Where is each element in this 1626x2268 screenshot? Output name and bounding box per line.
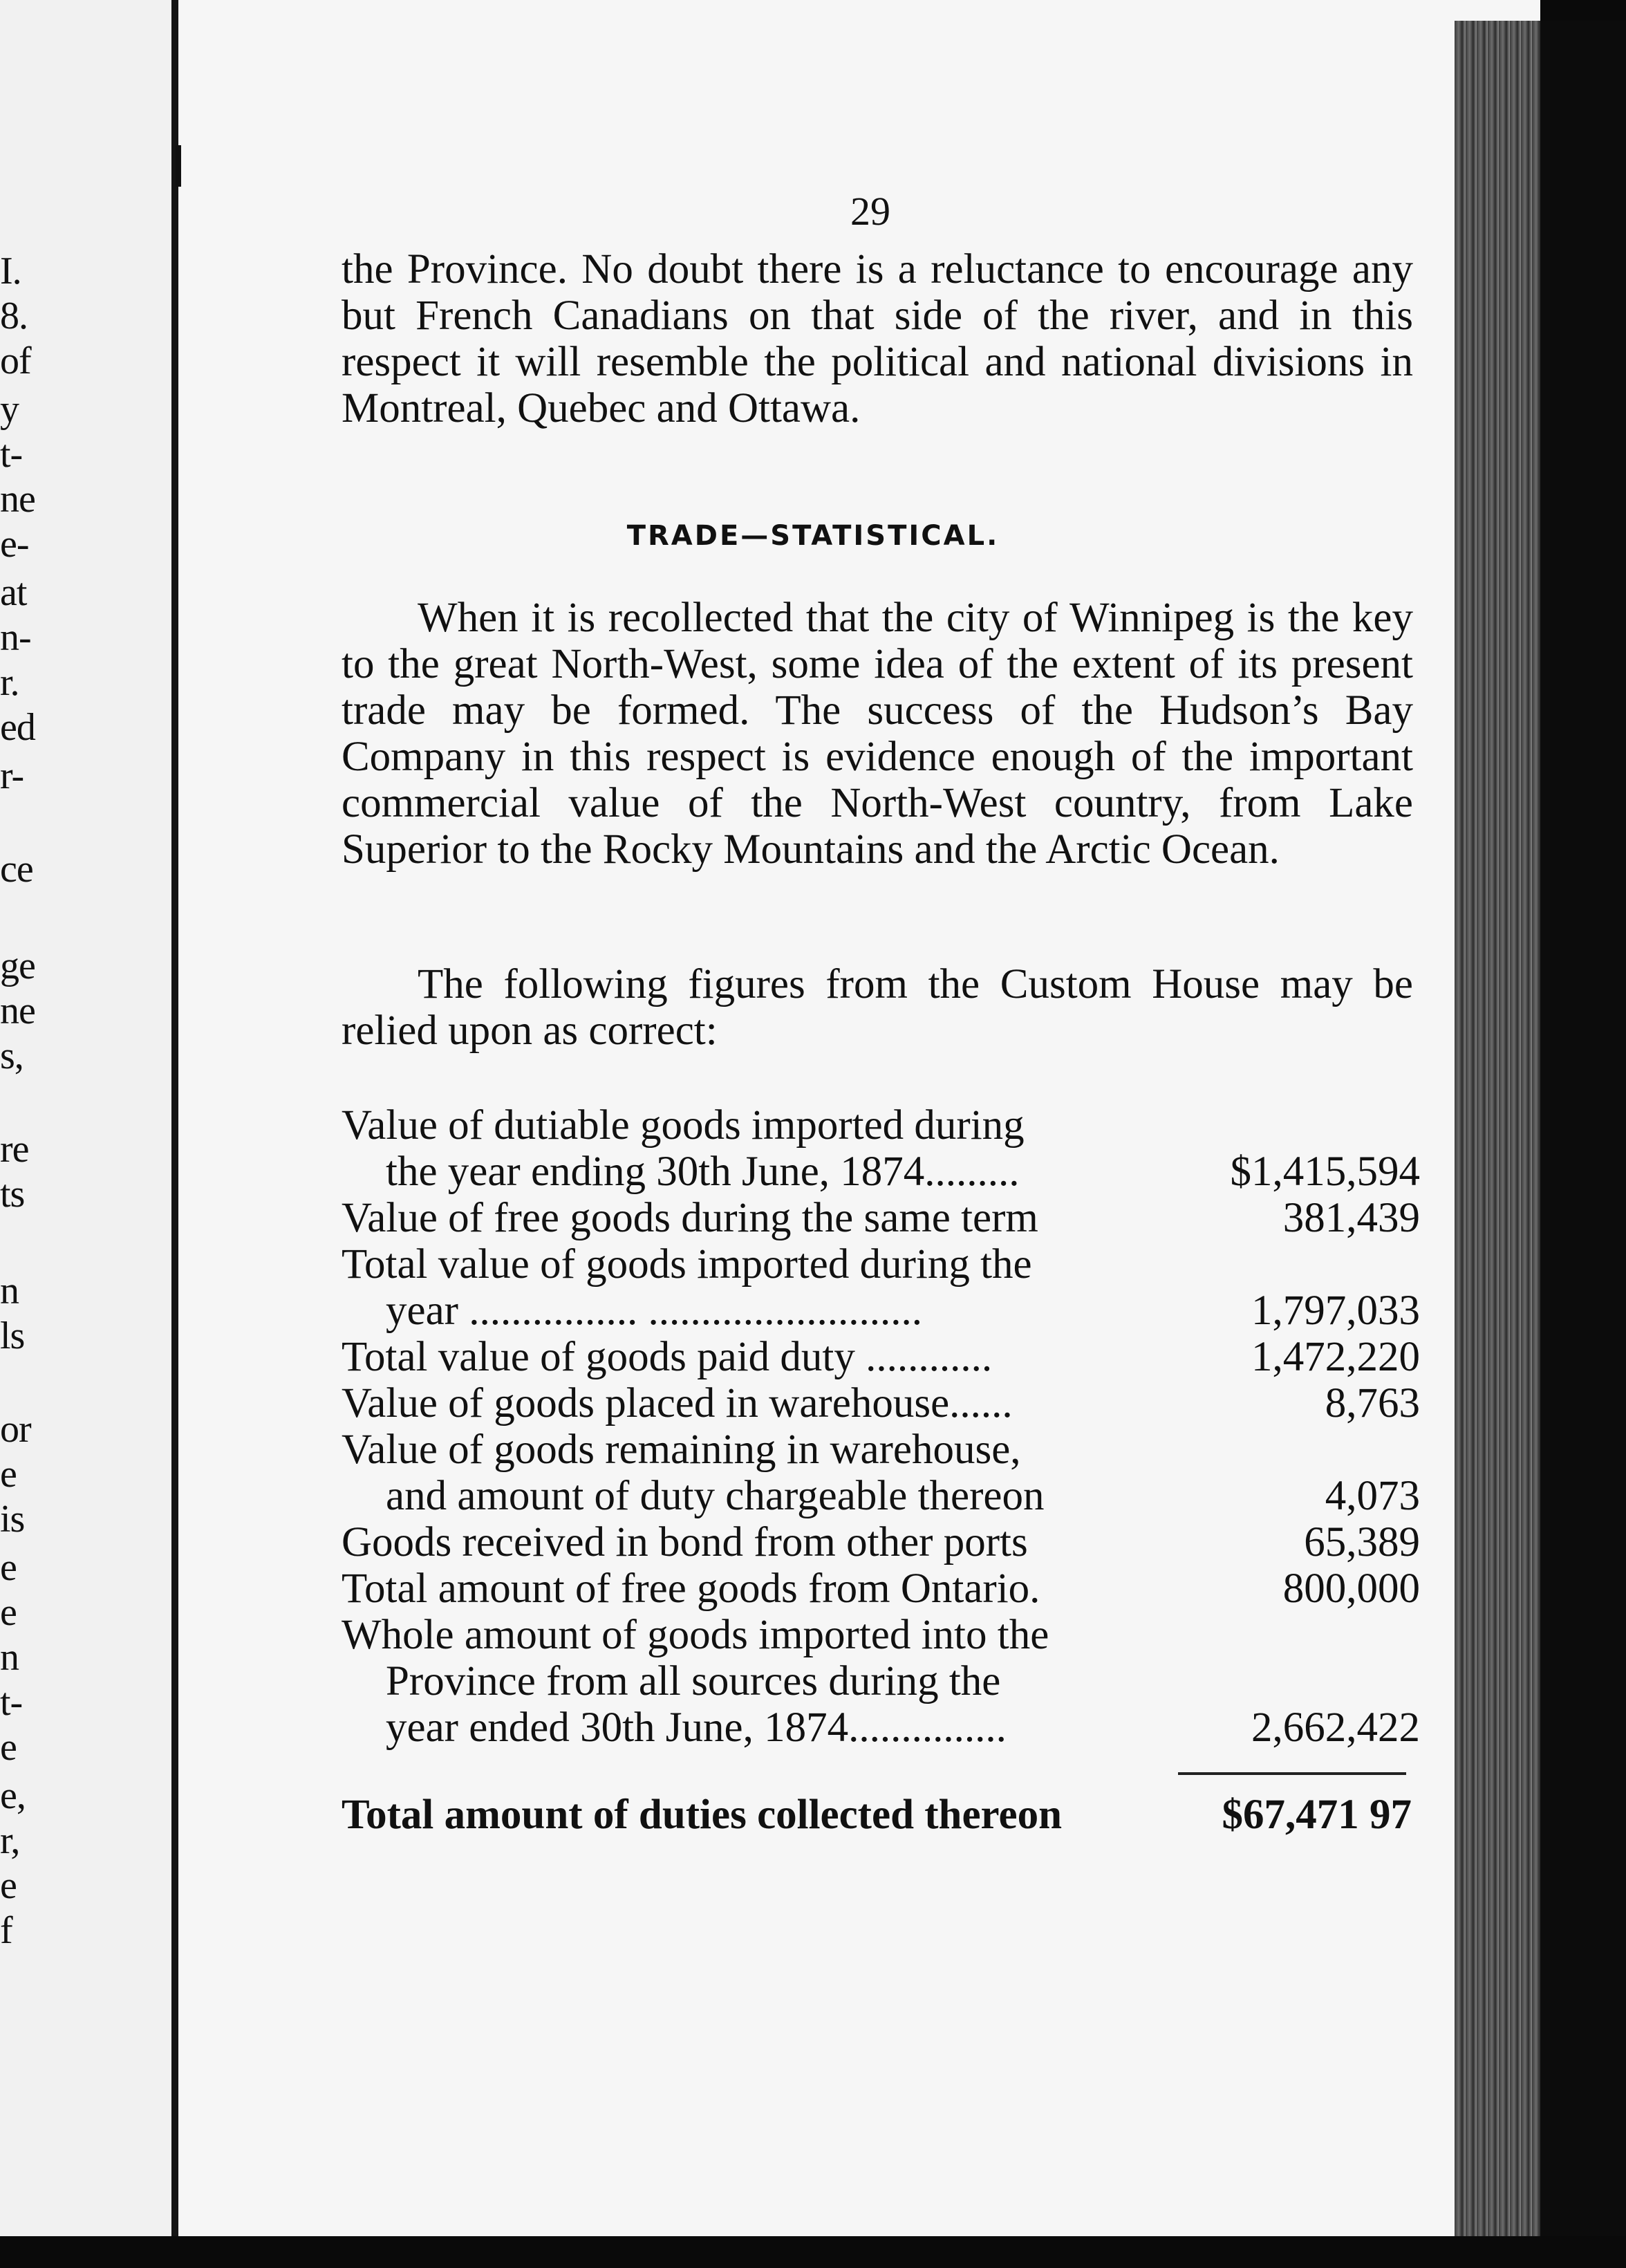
stat-label: Goods received in bond from other ports <box>342 1519 1028 1565</box>
stat-row <box>342 1658 1420 1704</box>
stat-label: Total value of goods paid duty ............ <box>342 1334 993 1380</box>
customs-statistics-table <box>342 1102 1420 1751</box>
left-page-fragment: f <box>0 1909 12 1952</box>
stat-row <box>342 1288 1420 1334</box>
paragraph-trade-text: When it is recollected that the city of Winnipeg is the key to the great North-West, some idea of the extent of its present trade may be formed. The success of the Hudson’s Bay Company in this respect is evidence enough of the important commercial value of the North-West country, from Lake Superior to the Rocky Mountains and the Arctic Ocean. <box>342 595 1413 873</box>
left-page-fragment: t- <box>0 433 23 476</box>
left-page-fragment: s, <box>0 1034 24 1077</box>
stat-value: 2,662,422 <box>1251 1704 1420 1751</box>
stat-row <box>342 1380 1420 1426</box>
total-duties-label: Total amount of duties collected thereon <box>342 1792 1063 1838</box>
left-page-fragment: ts <box>0 1173 25 1216</box>
stat-label: year ................ .......................... <box>386 1288 922 1334</box>
left-page-fragment: e <box>0 1453 17 1496</box>
scan-bottom-border <box>0 2236 1626 2268</box>
left-page-fragment: re <box>0 1128 29 1171</box>
intro-paragraph <box>342 246 1413 431</box>
left-page-fragment: e <box>0 1864 17 1907</box>
left-page-fragment: n <box>0 1270 19 1312</box>
left-page-fragment: of <box>0 340 31 382</box>
left-page-fragment: ne <box>0 989 35 1032</box>
total-duties-value: $67,471 97 <box>1222 1792 1412 1838</box>
stat-label: Whole amount of goods imported into the <box>342 1612 1049 1658</box>
stat-label: Value of dutiable goods imported during <box>342 1102 1025 1149</box>
stat-value: 1,472,220 <box>1251 1334 1420 1380</box>
left-page-fragment: ce <box>0 848 33 891</box>
stat-row <box>342 1519 1420 1565</box>
left-page-fragment: t- <box>0 1681 23 1724</box>
intro-paragraph-text: the Province. No doubt there is a reluctance to encourage any but French Canadians on that side of the river, and in this respect it will resemble the political and national divisions in Montreal, Quebec and Ottawa. <box>342 246 1413 431</box>
total-duties-row <box>342 1791 1412 1839</box>
left-page-fragment: 8. <box>0 295 28 337</box>
left-page-fragment: e <box>0 1726 17 1769</box>
stat-label: Value of goods placed in warehouse...... <box>342 1380 1013 1426</box>
stat-value: 1,797,033 <box>1251 1288 1420 1334</box>
left-page-fragment: e <box>0 1591 17 1634</box>
stat-row <box>342 1334 1420 1380</box>
stat-label: Total amount of free goods from Ontario. <box>342 1565 1040 1612</box>
paragraph-trade <box>342 595 1413 873</box>
stat-row <box>342 1426 1420 1473</box>
page-number: 29 <box>850 189 890 234</box>
left-page-fragment: n <box>0 1636 19 1679</box>
stat-label: Province from all sources during the <box>386 1658 1001 1704</box>
stat-label: Total value of goods imported during the <box>342 1241 1032 1288</box>
left-page-fragment: ne <box>0 478 35 521</box>
stat-row <box>342 1102 1420 1149</box>
left-page-fragment: is <box>0 1498 25 1541</box>
spine-mark <box>176 145 181 187</box>
previous-page-sliver <box>0 0 178 2268</box>
left-page-fragment: or <box>0 1408 31 1451</box>
left-page-fragment: r, <box>0 1819 20 1862</box>
left-page-fragment: I. <box>0 250 21 292</box>
section-heading: TRADE—STATISTICAL. <box>626 520 1000 552</box>
paragraph-figures-intro-text: The following figures from the Custom House may be relied upon as correct: <box>342 961 1413 1054</box>
stat-row <box>342 1149 1420 1195</box>
stat-row <box>342 1473 1420 1519</box>
stat-row <box>342 1241 1420 1288</box>
left-page-fragment: ls <box>0 1314 25 1357</box>
left-page-fragment: r- <box>0 754 24 797</box>
left-page-fragment: n- <box>0 616 31 659</box>
left-page-fragment: ge <box>0 945 35 987</box>
left-page-fragment: y <box>0 388 19 431</box>
left-page-fragment: e- <box>0 523 29 566</box>
stat-label: year ended 30th June, 1874............... <box>386 1704 1007 1751</box>
stat-row <box>342 1704 1420 1751</box>
left-page-fragment: ed <box>0 706 35 749</box>
paragraph-figures-intro <box>342 961 1413 1054</box>
stat-value: 800,000 <box>1282 1565 1420 1612</box>
stat-label: Value of goods remaining in warehouse, <box>342 1426 1021 1473</box>
stat-label: and amount of duty chargeable thereon <box>386 1473 1045 1519</box>
left-page-fragment: at <box>0 571 27 614</box>
page-stack-edge <box>1455 21 1540 2268</box>
stat-label: Value of free goods during the same term <box>342 1195 1038 1241</box>
left-page-fragment: e, <box>0 1774 26 1817</box>
stat-value: 8,763 <box>1325 1380 1420 1426</box>
stat-row <box>342 1195 1420 1241</box>
stat-value: 381,439 <box>1282 1195 1420 1241</box>
stat-row <box>342 1612 1420 1658</box>
stat-label: the year ending 30th June, 1874......... <box>386 1149 1020 1195</box>
stat-row <box>342 1565 1420 1612</box>
stat-value: 65,389 <box>1304 1519 1420 1565</box>
total-rule <box>1178 1772 1406 1775</box>
stat-value: 4,073 <box>1325 1473 1420 1519</box>
stat-value: $1,415,594 <box>1230 1149 1420 1195</box>
left-page-fragment: e <box>0 1546 17 1589</box>
left-page-fragment: r. <box>0 661 19 704</box>
